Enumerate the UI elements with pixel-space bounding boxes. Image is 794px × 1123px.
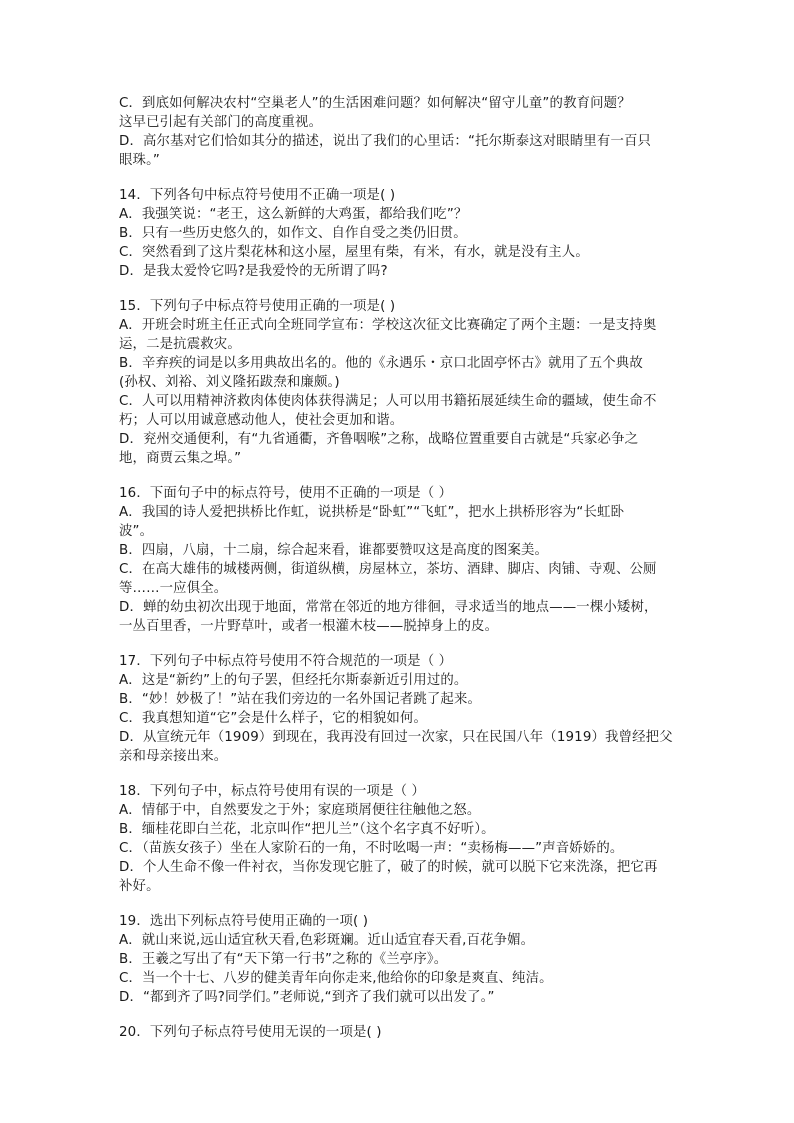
q18-option-c: C．（苗族女孩子）坐在人家阶石的一角，不时吆喝一声：“卖杨梅——”声音娇娇的。 (119, 841, 624, 856)
q17-stem: 17．下列句子中标点符号使用不符合规范的一项是（ ） (119, 654, 453, 669)
q17-option-b: B．“妙！妙极了！”站在我们旁边的一名外国记者跳了起来。 (119, 692, 482, 707)
q15-option-d-line2: 地，商贾云集之埠。” (119, 451, 242, 466)
q17-option-c: C．我真想知道“它”会是什么样子，它的相貌如何。 (119, 711, 428, 726)
q14-option-b: B．只有一些历史悠久的，如作文、自作自受之类仍旧贯。 (119, 226, 467, 241)
q19-option-c: C．当一个十七、八岁的健美青年向你走来,他给你的印象是爽直、纯洁。 (119, 971, 553, 986)
q16-option-b: B．四扇，八扇，十二扇，综合起来看，谁都要赞叹这是高度的图案美。 (119, 543, 549, 558)
q18-option-a: A．情郁于中，自然要发之于外；家庭琐屑便往往触他之怒。 (119, 803, 481, 818)
q16-option-a-line2: 波”。 (119, 524, 154, 539)
q15-option-c-line2: 朽；人可以用诚意感动他人，使社会更加和谐。 (119, 413, 404, 428)
q16-option-d-line2: 一丛百里香，一片野草叶，或者一根灌木枝——脱掉身上的皮。 (119, 619, 499, 634)
q14-stem: 14．下列各句中标点符号使用不正确一项是( ) (119, 188, 396, 203)
q13-option-d-line1: D．高尔基对它们恰如其分的描述，说出了我们的心里话：“托尔斯泰这对眼睛里有一百只 (119, 134, 652, 149)
q16-stem: 16．下面句子中的标点符号，使用不正确的一项是（ ） (119, 486, 453, 501)
q18-option-b: B．缅桂花即白兰花，北京叫作“把儿兰”（这个名字真不好听）。 (119, 822, 495, 837)
q14-option-a: A．我强笑说：“老王，这么新鲜的大鸡蛋，都给我们吃”？ (119, 207, 468, 222)
q18-option-d-line2: 补好。 (119, 879, 160, 894)
q14-option-d: D．是我太爱怜它吗?是我爱怜的无所谓了吗? (119, 264, 388, 279)
q17-option-a: A．这是“新约”上的句子罢，但经托尔斯泰新近引用过的。 (119, 673, 468, 688)
q18-option-d-line1: D．个人生命不像一件衬衣，当你发现它脏了，破了的时候，就可以脱下它来洗涤，把它再 (119, 860, 658, 875)
q16-option-c-line2: 等……一应俱全。 (119, 581, 228, 596)
q16-option-d-line1: D．蝉的幼虫初次出现于地面，常常在邻近的地方徘徊，寻求适当的地点——一棵小矮树， (119, 600, 658, 615)
q13-option-d-line2: 眼珠。” (119, 153, 161, 168)
q19-option-b: B．王羲之写出了有“天下第一行书”之称的《兰亭序》。 (119, 952, 448, 967)
q20-stem: 20．下列句子标点符号使用无误的一项是( ) (119, 1025, 382, 1040)
q13-option-c-line2: 这早已引起有关部门的高度重视。 (119, 115, 323, 130)
q15-option-b-line1: B．辛弃疾的词是以多用典故出名的。他的《永遇乐・京口北固亭怀古》就用了五个典故 (119, 356, 643, 371)
q16-option-c-line1: C．在高大雄伟的城楼两侧，街道纵横，房屋林立，茶坊、酒肆、脚店、肉铺、寺观、公厕 (119, 562, 657, 577)
q19-option-d: D．“都到齐了吗?同学们。”老师说,“到齐了我们就可以出发了。” (119, 990, 495, 1005)
q17-option-d-line1: D．从宣统元年（1909）到现在，我再没有回过一次家，只在民国八年（1919）我曾经把父 (119, 730, 673, 745)
q15-option-a-line1: A．开班会时班主任正式向全班同学宣布：学校这次征文比赛确定了两个主题：一是支持奥 (119, 318, 657, 333)
q19-stem: 19．选出下列标点符号使用正确的一项( ) (119, 914, 369, 929)
q19-option-a: A．就山来说,远山适宜秋天看,色彩斑斓。近山适宜春天看,百花争媚。 (119, 933, 535, 948)
q13-option-c-line1: C．到底如何解决农村“空巢老人”的生活困难问题？如何解决“留守儿童”的教育问题？ (119, 96, 631, 111)
q15-option-d-line1: D．兖州交通便利，有“九省通衢，齐鲁咽喉”之称，战略位置重要自古就是“兵家必争之 (119, 432, 639, 447)
q15-option-a-line2: 运，二是抗震救灾。 (119, 337, 241, 352)
q14-option-c: C．突然看到了这片梨花林和这小屋，屋里有柴，有米，有水，就是没有主人。 (119, 245, 589, 260)
q15-stem: 15．下列句子中标点符号使用正确的一项是( ) (119, 299, 396, 314)
q15-option-b-line2: (孙权、刘裕、刘义隆拓跋焘和廉颇。) (119, 375, 340, 390)
q17-option-d-line2: 亲和母亲接出来。 (119, 749, 228, 764)
q16-option-a-line1: A．我国的诗人爱把拱桥比作虹，说拱桥是“卧虹”“飞虹”，把水上拱桥形容为“长虹卧 (119, 505, 625, 520)
q18-stem: 18．下列句子中，标点符号使用有误的一项是（ ） (119, 784, 426, 799)
q15-option-c-line1: C．人可以用精神济救肉体使肉体获得满足；人可以用书籍拓展延续生命的疆域，使生命不 (119, 394, 657, 409)
